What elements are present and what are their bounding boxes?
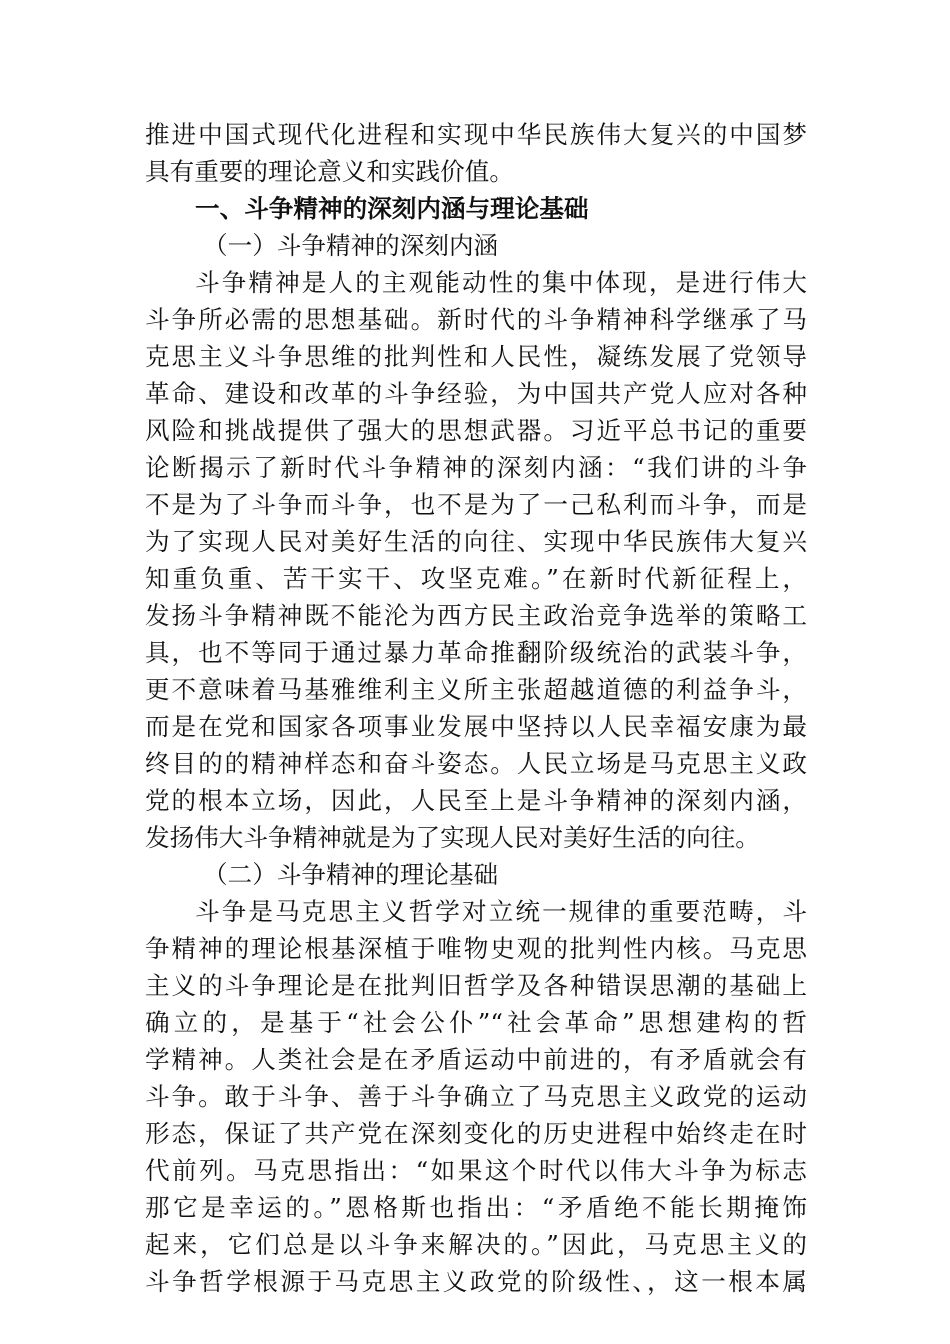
body-line: 斗争哲学根源于马克思主义政党的阶级性、，这一根本属: [145, 1267, 807, 1296]
body-line: 斗争精神是人的主观能动性的集中体现，是进行伟大: [195, 268, 807, 297]
body-line: 更不意味着马基雅维利主义所主张超越道德的利益争斗，: [145, 675, 807, 704]
body-line: 风险和挑战提供了强大的思想武器。习近平总书记的重要: [145, 416, 807, 445]
section-heading: 一、斗争精神的深刻内涵与理论基础: [195, 194, 589, 223]
body-line: 斗争是马克思主义哲学对立统一规律的重要范畴，斗: [195, 897, 807, 926]
body-line: 那它是幸运的。”恩格斯也指出：“矛盾绝不能长期掩饰: [145, 1193, 807, 1222]
body-line: 发扬斗争精神既不能沦为西方民主政治竞争选举的策略工: [145, 601, 807, 630]
body-line: 代前列。马克思指出：“如果这个时代以伟大斗争为标志: [145, 1156, 807, 1185]
body-line: 革命、建设和改革的斗争经验，为中国共产党人应对各种: [145, 379, 807, 408]
subsection-heading: （一）斗争精神的深刻内涵: [203, 231, 499, 260]
body-line: 而是在党和国家各项事业发展中坚持以人民幸福安康为最: [145, 712, 807, 741]
document-page: [145, 116, 807, 1300]
body-line: 推进中国式现代化进程和实现中华民族伟大复兴的中国梦: [145, 120, 807, 149]
body-line: 斗争。敢于斗争、善于斗争确立了马克思主义政党的运动: [145, 1082, 807, 1111]
body-line: 论断揭示了新时代斗争精神的深刻内涵：“我们讲的斗争: [145, 453, 807, 482]
subsection-heading: （二）斗争精神的理论基础: [203, 860, 499, 889]
body-line: 具，也不等同于通过暴力革命推翻阶级统治的武装斗争，: [145, 638, 807, 667]
body-line: 党的根本立场，因此，人民至上是斗争精神的深刻内涵，: [145, 786, 807, 815]
body-line: 发扬伟大斗争精神就是为了实现人民对美好生活的向往。: [145, 823, 760, 852]
body-line: 具有重要的理论意义和实践价值。: [145, 157, 514, 186]
body-line: 斗争所必需的思想基础。新时代的斗争精神科学继承了马: [145, 305, 807, 334]
body-line: 为了实现人民对美好生活的向往、实现中华民族伟大复兴: [145, 527, 807, 556]
body-line: 学精神。人类社会是在矛盾运动中前进的，有矛盾就会有: [145, 1045, 807, 1074]
body-line: 终目的的精神样态和奋斗姿态。人民立场是马克思主义政: [145, 749, 807, 778]
body-line: 形态，保证了共产党在深刻变化的历史进程中始终走在时: [145, 1119, 807, 1148]
body-line: 确立的，是基于“社会公仆”“社会革命”思想建构的哲: [145, 1008, 807, 1037]
body-line: 知重负重、苦干实干、攻坚克难。”在新时代新征程上，: [145, 564, 807, 593]
body-line: 克思主义斗争思维的批判性和人民性，凝练发展了党领导: [145, 342, 807, 371]
body-line: 主义的斗争理论是在批判旧哲学及各种错误思潮的基础上: [145, 971, 807, 1000]
body-line: 不是为了斗争而斗争，也不是为了一己私利而斗争，而是: [145, 490, 807, 519]
body-line: 起来，它们总是以斗争来解决的。”因此，马克思主义的: [145, 1230, 807, 1259]
body-line: 争精神的理论根基深植于唯物史观的批判性内核。马克思: [145, 934, 807, 963]
